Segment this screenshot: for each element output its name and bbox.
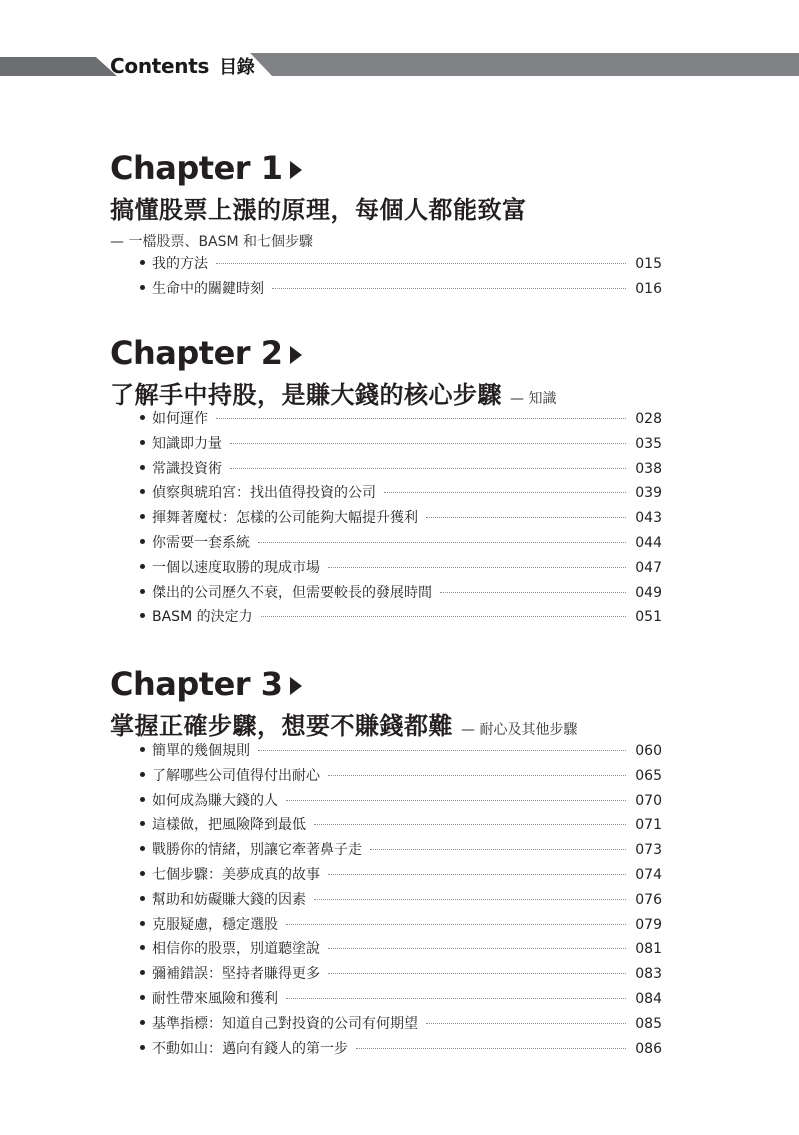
bullet-icon	[140, 465, 145, 470]
toc-entry-label: 一個以速度取勝的現成市場	[152, 559, 320, 576]
toc-page-number: 065	[635, 767, 662, 784]
toc-entry[interactable]	[140, 582, 662, 607]
chapter-subtitle: — 耐心及其他步驟	[461, 722, 578, 738]
toc-entry-label: 不動如山：邁向有錢人的第一步	[152, 1040, 348, 1057]
dot-leader	[356, 1048, 626, 1049]
toc-entry[interactable]	[140, 938, 662, 963]
bullet-icon	[140, 772, 145, 777]
toc-page-number: 039	[635, 485, 662, 502]
toc-entry[interactable]	[140, 606, 662, 631]
toc-page-number: 043	[635, 510, 662, 527]
toc-entry-label: 你需要一套系統	[152, 534, 250, 551]
chapter-3	[110, 664, 670, 741]
toc-entry-label: 生命中的關鍵時刻	[152, 280, 264, 297]
toc-page-number: 086	[635, 1040, 662, 1057]
dot-leader	[328, 973, 626, 974]
dot-leader	[261, 616, 626, 617]
toc-page-number: 079	[635, 916, 662, 933]
toc-entry-label: 簡單的幾個規則	[152, 743, 250, 759]
toc-entry-label: 偵察與琥珀宮：找出值得投資的公司	[152, 485, 376, 502]
toc-page-number: 081	[635, 941, 662, 958]
dot-leader	[230, 468, 626, 469]
bullet-icon	[140, 896, 145, 901]
toc-entry[interactable]	[140, 839, 662, 864]
dot-leader	[258, 542, 626, 543]
toc-page-number: 047	[635, 559, 662, 576]
chapter-subtitle: — 一檔股票、BASM 和七個步驟	[110, 234, 314, 250]
bullet-icon	[140, 871, 145, 876]
toc-page-number: 083	[635, 966, 662, 983]
toc-entry-label: 這樣做，把風險降到最低	[152, 817, 306, 834]
page-title	[110, 53, 255, 79]
toc-entry[interactable]	[140, 482, 662, 507]
toc-page-number: 016	[635, 280, 662, 297]
toc-entry-label: 了解哪些公司值得付出耐心	[152, 767, 320, 784]
toc-page-number: 035	[635, 435, 662, 452]
toc-entry-label: 傑出的公司歷久不衰，但需要較長的發展時間	[152, 584, 432, 601]
toc-entry[interactable]	[140, 1013, 662, 1038]
toc-entry-label: 常識投資術	[152, 460, 222, 477]
bullet-icon	[140, 846, 145, 851]
bullet-icon	[140, 995, 145, 1000]
contents-banner	[0, 0, 799, 90]
bullet-icon	[140, 489, 145, 494]
toc-entry-label: 基準指標：知道自己對投資的公司有何期望	[152, 1015, 418, 1032]
title-zh: 目錄	[219, 57, 255, 78]
toc-entry[interactable]	[140, 253, 662, 278]
toc-entry-label: 克服疑慮，穩定選股	[152, 916, 278, 933]
toc-entry[interactable]	[140, 433, 662, 458]
dot-leader	[230, 443, 626, 444]
bullet-icon	[140, 285, 145, 290]
toc-page-number: 085	[635, 1015, 662, 1032]
bullet-icon	[140, 821, 145, 826]
bullet-icon	[140, 539, 145, 544]
toc-entry-label: 如何成為賺大錢的人	[152, 792, 278, 809]
dot-leader	[426, 517, 626, 518]
toc-entry[interactable]	[140, 765, 662, 790]
chapter-label: Chapter 3	[110, 665, 283, 703]
toc-entry-label: 揮舞著魔杖：怎樣的公司能夠大幅提升獲利	[152, 510, 418, 527]
bullet-icon	[140, 970, 145, 975]
toc-entry-label: 相信你的股票，別道聽塗說	[152, 941, 320, 958]
toc-entry[interactable]	[140, 814, 662, 839]
toc-entry[interactable]	[140, 889, 662, 914]
chapter-label: Chapter 1	[110, 149, 283, 187]
toc-list-chapter-3	[140, 740, 662, 1062]
toc-entry[interactable]	[140, 914, 662, 939]
dot-leader	[328, 775, 626, 776]
bullet-icon	[140, 945, 145, 950]
dot-leader	[328, 567, 626, 568]
toc-entry-label: BASM 的決定力	[152, 609, 253, 626]
dot-leader	[272, 288, 626, 289]
toc-entry-label: 戰勝你的情緒，別讓它牽著鼻子走	[152, 842, 362, 859]
toc-entry-label: 幫助和妨礙賺大錢的因素	[152, 891, 306, 908]
toc-page-number: 028	[635, 411, 662, 427]
dot-leader	[286, 800, 626, 801]
toc-entry[interactable]	[140, 557, 662, 582]
dot-leader	[314, 824, 626, 825]
title-en: Contents	[110, 54, 210, 78]
toc-entry[interactable]	[140, 408, 662, 433]
toc-entry[interactable]	[140, 963, 662, 988]
toc-entry[interactable]	[140, 278, 662, 303]
toc-entry-label: 如何運作	[152, 411, 208, 427]
bullet-icon	[140, 514, 145, 519]
bullet-icon	[140, 613, 145, 618]
dot-leader	[384, 492, 626, 493]
toc-entry[interactable]	[140, 1038, 662, 1063]
toc-list-chapter-2	[140, 408, 662, 631]
play-arrow-icon	[290, 677, 302, 695]
play-arrow-icon	[290, 161, 302, 179]
toc-entry[interactable]	[140, 864, 662, 889]
dot-leader	[314, 899, 626, 900]
toc-page-number: 051	[635, 609, 662, 626]
bullet-icon	[140, 260, 145, 265]
toc-page-number: 071	[635, 817, 662, 834]
chapter-title: 了解手中持股，是賺大錢的核心步驟	[110, 381, 502, 409]
dot-leader	[286, 998, 626, 999]
toc-page-number: 060	[635, 743, 662, 759]
dot-leader	[258, 750, 626, 751]
toc-page-number: 070	[635, 792, 662, 809]
dot-leader	[286, 924, 626, 925]
toc-entry-label: 彌補錯誤：堅持者賺得更多	[152, 966, 320, 983]
toc-entry[interactable]	[140, 532, 662, 557]
toc-entry[interactable]	[140, 790, 662, 815]
dot-leader	[328, 948, 626, 949]
bullet-icon	[140, 921, 145, 926]
toc-entry[interactable]	[140, 988, 662, 1013]
toc-page-number: 044	[635, 534, 662, 551]
bullet-icon	[140, 747, 145, 752]
dot-leader	[440, 592, 626, 593]
bullet-icon	[140, 415, 145, 420]
bullet-icon	[140, 797, 145, 802]
chapter-2	[110, 333, 670, 410]
toc-entry-label: 七個步驟：美夢成真的故事	[152, 866, 320, 883]
dot-leader	[426, 1023, 626, 1024]
toc-entry-label: 知識即力量	[152, 435, 222, 452]
chapter-title: 搞懂股票上漲的原理，每個人都能致富	[110, 196, 527, 224]
chapter-1	[110, 148, 670, 251]
toc-page-number: 049	[635, 584, 662, 601]
bullet-icon	[140, 589, 145, 594]
toc-page-number: 076	[635, 891, 662, 908]
toc-entry-label: 耐性帶來風險和獲利	[152, 990, 278, 1007]
toc-list-chapter-1	[140, 253, 662, 303]
bullet-icon	[140, 564, 145, 569]
bullet-icon	[140, 440, 145, 445]
dot-leader	[216, 418, 626, 419]
toc-entry[interactable]	[140, 740, 662, 765]
toc-page-number: 038	[635, 460, 662, 477]
toc-page-number: 084	[635, 990, 662, 1007]
toc-entry[interactable]	[140, 507, 662, 532]
toc-page-number: 073	[635, 842, 662, 859]
dot-leader	[328, 874, 626, 875]
toc-entry-label: 我的方法	[152, 256, 208, 272]
dot-leader	[216, 263, 626, 264]
chapter-subtitle: — 知識	[510, 391, 557, 407]
chapter-title: 掌握正確步驟，想要不賺錢都難	[110, 712, 453, 740]
toc-entry[interactable]	[140, 458, 662, 483]
bullet-icon	[140, 1045, 145, 1050]
toc-page-number: 015	[635, 256, 662, 272]
dot-leader	[370, 849, 626, 850]
chapter-label: Chapter 2	[110, 334, 283, 372]
toc-page-number: 074	[635, 866, 662, 883]
play-arrow-icon	[290, 346, 302, 364]
bullet-icon	[140, 1020, 145, 1025]
